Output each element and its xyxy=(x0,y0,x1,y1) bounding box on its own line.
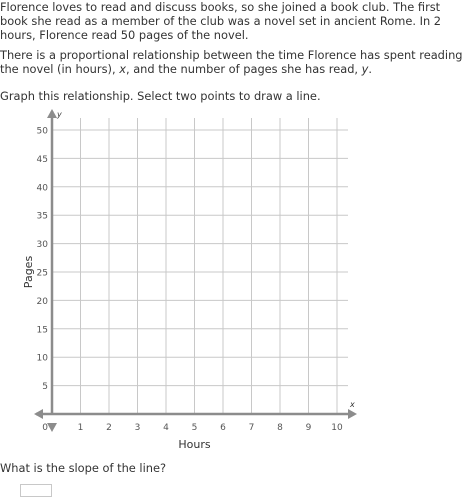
y-axis-variable: y xyxy=(57,110,62,119)
y-tick-label: 50 xyxy=(36,126,48,137)
x-tick-label: 10 xyxy=(331,423,343,433)
x-tick-label: 4 xyxy=(163,423,169,433)
x-tick-label: 2 xyxy=(106,423,112,433)
y-tick-label: 35 xyxy=(36,211,48,222)
x-tick-label: 9 xyxy=(305,423,312,433)
paragraph-2-text-1: There is a proportional relationship between the time Florence has spent reading the novel (in hours), xyxy=(0,48,463,77)
x-axis-variable: x xyxy=(350,400,355,409)
y-axis-arrow-down xyxy=(47,423,57,432)
y-axis-label: Pages xyxy=(22,255,35,289)
y-tick-label: 40 xyxy=(36,183,48,194)
x-tick-label: 7 xyxy=(248,423,255,433)
paragraph-2-text-3: . xyxy=(368,62,373,77)
instruction-text: Graph this relationship. Select two points to draw a line. xyxy=(0,89,321,103)
origin-label: 0 xyxy=(42,423,48,433)
y-axis-arrow-up xyxy=(47,109,57,118)
x-tick-label: 3 xyxy=(134,423,141,433)
problem-paragraph-1: Florence loves to read and discuss books, so she joined a book club. The first book she read as a member of the club was a novel set in ancient Rome. In 2 hours, Florence read 50 pages of the novel. xyxy=(0,0,442,43)
x-tick-label: 5 xyxy=(191,423,198,433)
plot-area[interactable] xyxy=(52,118,348,414)
slope-answer-input[interactable] xyxy=(20,484,52,497)
y-tick-label: 5 xyxy=(42,382,48,393)
x-axis-label: Hours xyxy=(178,438,211,451)
slope-question: What is the slope of the line? xyxy=(0,461,167,475)
variable-x: x xyxy=(119,62,126,77)
y-tick-label: 25 xyxy=(36,268,48,279)
coordinate-graph[interactable] xyxy=(0,108,472,458)
y-tick-label: 45 xyxy=(36,154,48,165)
problem-paragraph-2 xyxy=(0,48,470,76)
y-tick-label: 10 xyxy=(36,353,48,364)
x-axis-arrow-left xyxy=(34,409,43,419)
y-tick-label: 20 xyxy=(36,296,48,307)
x-tick-label: 6 xyxy=(220,423,226,433)
y-tick-label: 15 xyxy=(36,325,48,336)
x-axis-arrow-right xyxy=(348,409,357,419)
x-tick-label: 8 xyxy=(277,423,283,433)
variable-y: y xyxy=(361,62,369,77)
y-tick-label: 30 xyxy=(36,240,48,251)
x-tick-label: 1 xyxy=(77,423,84,433)
paragraph-2-text-2: , and the number of pages she has read, xyxy=(125,62,362,77)
